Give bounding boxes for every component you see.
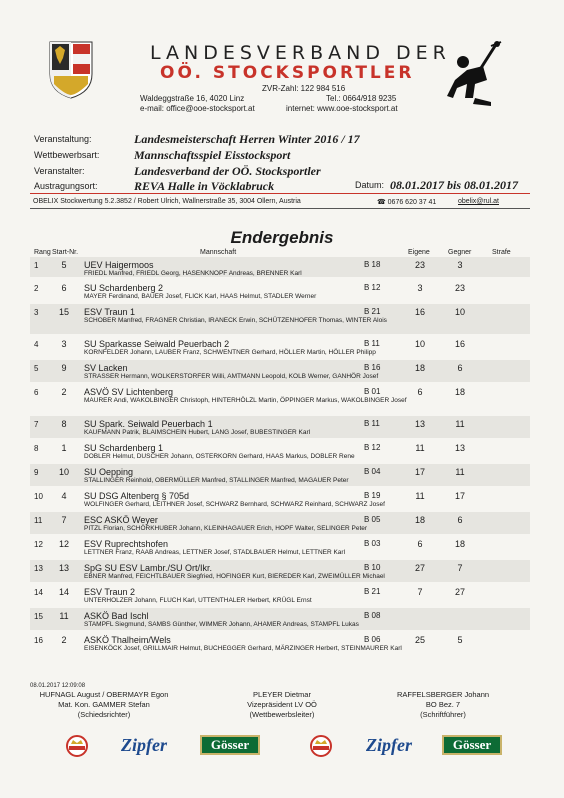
players-cell: KORNFELDER Johann, LAUBER Franz, SCHWENTNER Gerhard, HÖLLER Martin, HÖLLER Philipp xyxy=(84,349,376,356)
rank-cell: 6 xyxy=(34,388,39,397)
own-points-cell: 17 xyxy=(414,467,425,477)
opponent-points-cell: 7 xyxy=(457,563,463,573)
start-number-cell: 13 xyxy=(58,563,69,573)
zipfer-logo: Zipfer xyxy=(121,735,167,755)
team-name-cell: ESV Ruprechtshofen xyxy=(84,539,169,549)
lane-cell: B 06 xyxy=(364,635,381,644)
players-cell: KAUFMANN Patrik, BLAIMSCHEIN Hubert, LANG Josef, BUBESTINGER Karl xyxy=(84,429,311,436)
rank-cell: 9 xyxy=(34,468,39,477)
team-name-cell: UEV Haigermoos xyxy=(84,260,154,270)
own-points-cell: 6 xyxy=(417,387,423,397)
opponent-points-cell: 6 xyxy=(457,515,463,525)
start-number-cell: 2 xyxy=(61,635,67,645)
players-cell: MAYER Ferdinand, BAUER Josef, FLICK Karl, HAAS Helmut, STADLER Werner xyxy=(84,293,317,300)
opponent-points-cell: 10 xyxy=(454,307,465,317)
veranstaltung-value: Landesmeisterschaft Herren Winter 2016 / 17 xyxy=(134,132,360,146)
opponent-points-cell: 27 xyxy=(454,587,465,597)
rank-cell: 8 xyxy=(34,444,39,453)
result-row xyxy=(30,584,530,606)
secretary-title: BO Bez. 7 xyxy=(425,700,461,709)
start-number-cell: 1 xyxy=(61,443,67,453)
start-number-cell: 2 xyxy=(61,387,67,397)
start-number-cell: 14 xyxy=(58,587,69,597)
col-header-eigene: Eigene xyxy=(408,249,430,256)
opponent-points-cell: 6 xyxy=(457,363,463,373)
start-number-cell: 6 xyxy=(61,283,67,293)
players-cell: STALLINGER Reinhold, OBERMÜLLER Manfred, STALLINGER Manfred, MAGAUER Peter xyxy=(84,477,349,484)
col-header-strafe: Strafe xyxy=(492,249,511,256)
team-name-cell: SU DSG Altenberg § 705d xyxy=(84,491,190,501)
zipfer-logo-2: Zipfer xyxy=(366,735,412,755)
org-email: e-mail: office@ooe-stocksport.at xyxy=(140,104,255,113)
lane-cell: B 11 xyxy=(364,419,380,428)
rank-cell: 14 xyxy=(34,588,43,597)
opponent-points-cell: 18 xyxy=(454,387,465,397)
players-cell: STRASSER Hermann, WOLKERSTORFER Willi, AMTMANN Leopold, KOLB Werner, GANHÖR Josef xyxy=(84,373,379,380)
lane-cell: B 05 xyxy=(364,515,381,524)
referee-role: (Schiedsrichter) xyxy=(77,710,131,719)
veranstaltung-label: Veranstaltung: xyxy=(34,134,92,144)
result-row xyxy=(30,632,530,662)
own-points-cell: 18 xyxy=(414,363,425,373)
result-row xyxy=(30,512,530,534)
players-cell: DOBLER Helmut, DUSCHER Johann, OSTERKORN Gerhard, HAAS Markus, DOBLER Rene xyxy=(84,453,355,460)
result-row xyxy=(30,304,530,334)
players-cell: LETTNER Franz, RAAB Andreas, LETTNER Josef, STADLBAUER Helmut, LETTNER Karl xyxy=(84,549,346,556)
team-name-cell: SU Schardenberg 2 xyxy=(84,283,164,293)
team-name-cell: ESV Traun 2 xyxy=(84,587,136,597)
own-points-cell: 18 xyxy=(414,515,425,525)
opponent-points-cell: 13 xyxy=(454,443,465,453)
page-title: Endergebnis xyxy=(230,228,334,247)
opponent-points-cell: 11 xyxy=(455,467,465,477)
own-points-cell: 27 xyxy=(414,563,425,573)
lane-cell: B 12 xyxy=(364,443,381,452)
result-row xyxy=(30,464,530,486)
col-header-start: Start-Nr. xyxy=(52,249,79,256)
team-name-cell: SU Spark. Seiwald Peuerbach 1 xyxy=(84,419,213,429)
lane-cell: B 16 xyxy=(364,363,381,372)
start-number-cell: 12 xyxy=(58,539,69,549)
opponent-points-cell: 16 xyxy=(454,339,465,349)
team-name-cell: SV Lacken xyxy=(84,363,128,373)
header-divider-red xyxy=(30,193,530,194)
own-points-cell: 16 xyxy=(414,307,425,317)
zvr-number: ZVR-Zahl: 122 984 516 xyxy=(262,84,346,93)
lane-cell: B 11 xyxy=(364,339,380,348)
result-row xyxy=(30,536,530,558)
signature-referee xyxy=(34,690,174,720)
lane-cell: B 21 xyxy=(364,587,381,596)
secretary-role: (Schriftführer) xyxy=(420,710,466,719)
rank-cell: 12 xyxy=(34,540,43,549)
result-row xyxy=(30,384,530,414)
team-name-cell: SpG SU ESV Lambr./SU Ort/Ikr. xyxy=(84,563,213,573)
lane-cell: B 04 xyxy=(364,467,381,476)
team-name-cell: SU Oepping xyxy=(84,467,134,477)
rank-cell: 11 xyxy=(34,516,43,525)
rank-cell: 1 xyxy=(34,261,39,270)
own-points-cell: 6 xyxy=(417,539,423,549)
opponent-points-cell: 17 xyxy=(454,491,465,501)
own-points-cell: 10 xyxy=(414,339,425,349)
start-number-cell: 9 xyxy=(61,363,67,373)
lane-cell: B 03 xyxy=(364,539,381,548)
col-header-gegner: Gegner xyxy=(448,249,472,256)
team-name-cell: ESC ASKÖ Weyer xyxy=(84,515,158,525)
col-header-mannschaft: Mannschaft xyxy=(200,249,237,256)
own-points-cell: 13 xyxy=(414,419,425,429)
opponent-points-cell: 5 xyxy=(457,635,463,645)
team-name-cell: ASKÖ Bad Ischl xyxy=(84,611,149,621)
print-timestamp: 08.01.2017 12:09:08 xyxy=(30,683,86,689)
players-cell: PITZL Florian, SCHÖRKHUBER Johann, KLEINHAGAUER Erich, HOPF Walter, SELINGER Peter xyxy=(84,525,368,532)
software-credit: OBELIX Stockwertung 5.2.3852 / Robert Ulrich, Wallnerstraße 35, 3004 Ollern, Austria xyxy=(33,198,301,205)
players-cell: MAURER Andi, WAKOLBINGER Christoph, HINTERHÖLZL Martin, ÖPPINGER Markus, WAKOLBINGER Josef xyxy=(84,397,407,404)
lane-cell: B 10 xyxy=(364,563,381,572)
street-address: Waldeggstraße 16, 4020 Linz xyxy=(140,94,245,103)
start-number-cell: 10 xyxy=(58,467,69,477)
players-cell: STAMPFL Siegmund, SAMBS Günther, WIMMER Johann, AHAMER Andreas, STAMPFL Lukas xyxy=(84,621,359,628)
goesser-logo-2: Gösser xyxy=(442,735,502,755)
result-row xyxy=(30,280,530,300)
own-points-cell: 23 xyxy=(414,260,425,270)
start-number-cell: 7 xyxy=(61,515,67,525)
wettbewerb-label: Wettbewerbsart: xyxy=(34,150,100,160)
org-address-right xyxy=(286,94,398,114)
result-row xyxy=(30,416,530,438)
lead-name: PLEYER Dietmar xyxy=(253,690,311,699)
signature-secretary xyxy=(378,690,508,720)
header-divider xyxy=(30,208,530,209)
own-points-cell: 11 xyxy=(415,443,425,453)
org-name-line1: LANDESVERBAND DER xyxy=(150,42,451,64)
rank-cell: 2 xyxy=(34,284,39,293)
rank-cell: 16 xyxy=(34,636,43,645)
own-points-cell: 3 xyxy=(417,283,423,293)
players-cell: FRIEDL Manfred, FRIEDL Georg, HASENKNOPF Andreas, BRENNER Karl xyxy=(84,270,302,277)
team-name-cell: ASVÖ SV Lichtenberg xyxy=(84,387,174,397)
lane-cell: B 18 xyxy=(364,260,381,269)
result-row xyxy=(30,360,530,382)
referee-names: HUFNAGL August / OBERMAYR Egon xyxy=(39,690,169,699)
rank-cell: 15 xyxy=(34,612,43,621)
team-name-cell: SU Sparkasse Seiwald Peuerbach 2 xyxy=(84,339,230,349)
software-phone: ☎ 0676 620 37 41 xyxy=(377,199,437,206)
software-email-link[interactable]: obelix@rul.at xyxy=(458,198,499,205)
kaiser-logo-2 xyxy=(309,735,333,757)
veranstalter-label: Veranstalter: xyxy=(34,166,85,176)
players-cell: EISENKÖCK Josef, GRILLMAIR Helmut, BUCHEGGER Gerhard, MÄRZINGER Herbert, STEINMAURER Karl xyxy=(84,645,402,652)
opponent-points-cell: 3 xyxy=(457,260,463,270)
result-row xyxy=(30,560,530,582)
rank-cell: 13 xyxy=(34,564,43,573)
org-address-left xyxy=(140,94,255,114)
own-points-cell: 11 xyxy=(415,491,425,501)
org-phone: Tel.: 0664/918 9235 xyxy=(326,94,397,103)
start-number-cell: 3 xyxy=(61,339,67,349)
start-number-cell: 11 xyxy=(59,611,69,621)
lane-cell: B 01 xyxy=(364,387,381,396)
datum-label: Datum: xyxy=(355,180,385,190)
players-cell: EBNER Manfred, FEICHTLBAUER Siegfried, HOFINGER Kurt, BIEREDER Karl, ZWEIMÜLLER Michael xyxy=(84,573,385,580)
result-row xyxy=(30,608,530,630)
goesser-logo: Gösser xyxy=(200,735,260,755)
players-cell: SCHOBER Manfred, FRAGNER Christian, IRANECK Erwin, SCHÜTZENHOFER Thomas, WINTER Alois xyxy=(84,317,387,324)
secretary-name: RAFFELSBERGER Johann xyxy=(396,690,490,699)
lane-cell: B 12 xyxy=(364,283,381,292)
col-header-rang: Rang xyxy=(34,249,51,256)
ort-label: Austragungsort: xyxy=(34,181,98,191)
result-row xyxy=(30,257,530,277)
ort-value: REVA Halle in Vöcklabruck xyxy=(134,179,275,193)
rank-cell: 4 xyxy=(34,340,39,349)
lead-title: Vizepräsident LV OÖ xyxy=(247,700,317,709)
lane-cell: B 19 xyxy=(364,491,381,500)
start-number-cell: 5 xyxy=(61,260,67,270)
signature-competition-lead xyxy=(220,690,344,720)
opponent-points-cell: 23 xyxy=(454,283,465,293)
org-internet: internet: www.ooe-stocksport.at xyxy=(286,104,398,113)
coat-of-arms-logo xyxy=(48,40,94,100)
players-cell: WOLFINGER Gerhard, LEITHNER Josef, SCHWARZ Bernhard, SCHWARZ Reinhard, SCHWARZ Josef xyxy=(84,501,385,508)
kaiser-logo xyxy=(65,735,89,757)
rank-cell: 3 xyxy=(34,308,39,317)
opponent-points-cell: 18 xyxy=(454,539,465,549)
org-name-line2: OÖ. STOCKSPORTLER xyxy=(160,63,415,83)
datum-value: 08.01.2017 bis 08.01.2017 xyxy=(390,178,519,192)
opponent-points-cell: 11 xyxy=(455,419,465,429)
own-points-cell: 7 xyxy=(417,587,423,597)
referee-control: Mat. Kon. GAMMER Stefan xyxy=(58,700,150,709)
rank-cell: 10 xyxy=(34,492,43,501)
rank-cell: 7 xyxy=(34,420,39,429)
team-name-cell: ASKÖ Thalheim/Wels xyxy=(84,635,171,645)
start-number-cell: 8 xyxy=(61,419,67,429)
start-number-cell: 4 xyxy=(61,491,67,501)
lane-cell: B 08 xyxy=(364,611,381,620)
result-row xyxy=(30,440,530,462)
team-name-cell: ESV Traun 1 xyxy=(84,307,136,317)
result-row xyxy=(30,336,530,358)
veranstalter-value: Landesverband der OÖ. Stocksportler xyxy=(134,164,321,178)
players-cell: UNTERHOLZER Johann, FLUCH Karl, UTTENTHALER Herbert, KRÜGL Ernst xyxy=(84,597,312,604)
start-number-cell: 15 xyxy=(58,307,69,317)
lane-cell: B 21 xyxy=(364,307,381,316)
rank-cell: 5 xyxy=(34,364,39,373)
wettbewerb-value: Mannschaftsspiel Eisstocksport xyxy=(134,148,291,162)
own-points-cell: 25 xyxy=(414,635,425,645)
stocksport-player-icon xyxy=(445,40,505,110)
lead-role: (Wettbewerbsleiter) xyxy=(249,710,315,719)
team-name-cell: SU Schardenberg 1 xyxy=(84,443,164,453)
result-row xyxy=(30,488,530,510)
